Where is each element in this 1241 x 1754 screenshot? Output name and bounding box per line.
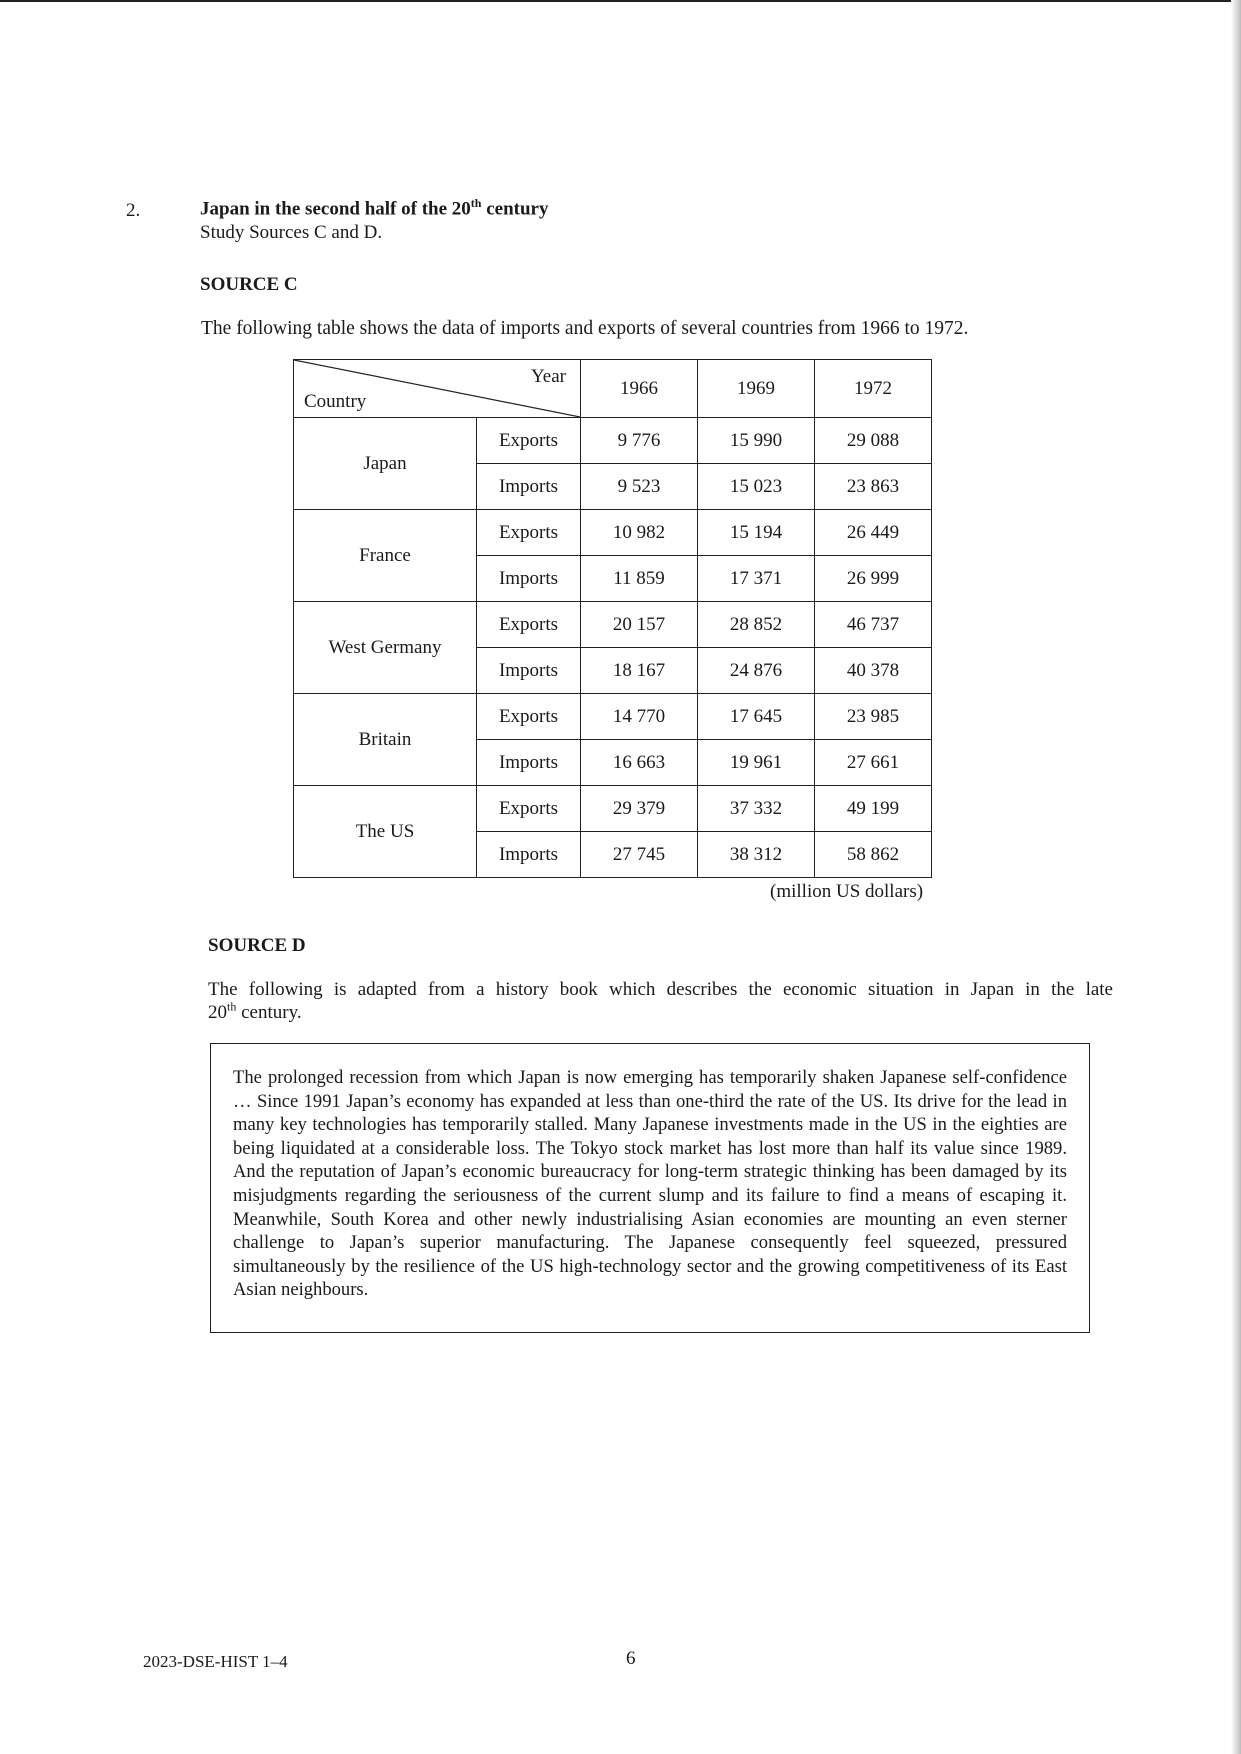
exports-label: Exports — [477, 510, 581, 556]
source-d-intro-line2: 20th century. — [208, 999, 302, 1023]
imports-label: Imports — [477, 556, 581, 602]
source-d-heading: SOURCE D — [208, 935, 306, 956]
country-cell: West Germany — [294, 602, 477, 694]
header-country-label: Country — [304, 391, 367, 412]
source-c-heading: SOURCE C — [200, 274, 298, 295]
table-header-row — [294, 360, 932, 418]
trade-table — [293, 359, 932, 878]
value-cell: 16 663 — [581, 740, 698, 786]
value-cell: 15 194 — [698, 510, 815, 556]
imports-label: Imports — [477, 464, 581, 510]
value-cell: 29 088 — [815, 418, 932, 464]
value-cell: 19 961 — [698, 740, 815, 786]
value-cell: 14 770 — [581, 694, 698, 740]
table-row — [294, 418, 932, 464]
value-cell: 17 645 — [698, 694, 815, 740]
source-d-quote-text: The prolonged recession from which Japan is now emerging has temporarily shaken Japanese self-confidence … Since 1991 Japan’s economy has expanded at less than one-third the rate of the US. Its drive for the lead in many key technologies has temporarily stalled. Many Japanese investments made in the US in the eighties are being liquidated at a considerable loss. The Tokyo stock market has lost more than half its value since 1989. And the reputation of Japan’s economic bureaucracy for long-term strategic thinking has been damaged by its misjudgments regarding the seriousness of the current slump and its failure to find a means of escaping it. Meanwhile, South Korea and other newly industrialising Asian economies are mounting an even sterner challenge to Japan’s superior manufacturing. The Japanese consequently feel squeezed, pressured simultaneously by the resilience of the US high-technology sector and the growing competitiveness of its East Asian neighbours. — [233, 1067, 1067, 1301]
value-cell: 11 859 — [581, 556, 698, 602]
page-number: 6 — [626, 1648, 636, 1669]
value-cell: 10 982 — [581, 510, 698, 556]
value-cell: 24 876 — [698, 648, 815, 694]
table-row — [294, 602, 932, 648]
table-unit-note: (million US dollars) — [770, 881, 924, 902]
year-header: 1969 — [698, 360, 815, 418]
value-cell: 15 990 — [698, 418, 815, 464]
value-cell: 38 312 — [698, 832, 815, 878]
exports-label: Exports — [477, 694, 581, 740]
imports-label: Imports — [477, 648, 581, 694]
value-cell: 18 167 — [581, 648, 698, 694]
value-cell: 46 737 — [815, 602, 932, 648]
table-row — [294, 786, 932, 832]
exports-label: Exports — [477, 786, 581, 832]
value-cell: 40 378 — [815, 648, 932, 694]
page-top-border — [0, 0, 1241, 2]
country-cell: Japan — [294, 418, 477, 510]
source-d-intro-line1: The following is adapted from a history book which describes the economic situation in Japan in the late — [208, 979, 1113, 1000]
header-diagonal-cell — [294, 360, 581, 418]
value-cell: 9 776 — [581, 418, 698, 464]
value-cell: 26 999 — [815, 556, 932, 602]
question-title: Japan in the second half of the 20th century — [200, 196, 549, 220]
exports-label: Exports — [477, 418, 581, 464]
year-header: 1972 — [815, 360, 932, 418]
value-cell: 9 523 — [581, 464, 698, 510]
value-cell: 28 852 — [698, 602, 815, 648]
country-cell: France — [294, 510, 477, 602]
country-cell: The US — [294, 786, 477, 878]
question-instruction: Study Sources C and D. — [200, 222, 383, 243]
table-row — [294, 694, 932, 740]
paper-code: 2023-DSE-HIST 1–4 — [143, 1652, 288, 1671]
country-cell: Britain — [294, 694, 477, 786]
value-cell: 23 985 — [815, 694, 932, 740]
value-cell: 17 371 — [698, 556, 815, 602]
imports-label: Imports — [477, 740, 581, 786]
value-cell: 26 449 — [815, 510, 932, 556]
value-cell: 58 862 — [815, 832, 932, 878]
value-cell: 27 661 — [815, 740, 932, 786]
header-year-label: Year — [530, 366, 566, 387]
exports-label: Exports — [477, 602, 581, 648]
imports-label: Imports — [477, 832, 581, 878]
scan-edge-shadow — [1231, 0, 1241, 1754]
value-cell: 27 745 — [581, 832, 698, 878]
question-number: 2. — [126, 200, 141, 221]
value-cell: 15 023 — [698, 464, 815, 510]
source-c-intro: The following table shows the data of imports and exports of several countries from 1966 to 1972. — [201, 318, 969, 339]
table-row — [294, 510, 932, 556]
source-d-intro — [208, 978, 1113, 1024]
year-header: 1966 — [581, 360, 698, 418]
value-cell: 37 332 — [698, 786, 815, 832]
value-cell: 23 863 — [815, 464, 932, 510]
value-cell: 29 379 — [581, 786, 698, 832]
value-cell: 20 157 — [581, 602, 698, 648]
value-cell: 49 199 — [815, 786, 932, 832]
source-d-quote-box — [210, 1043, 1090, 1333]
